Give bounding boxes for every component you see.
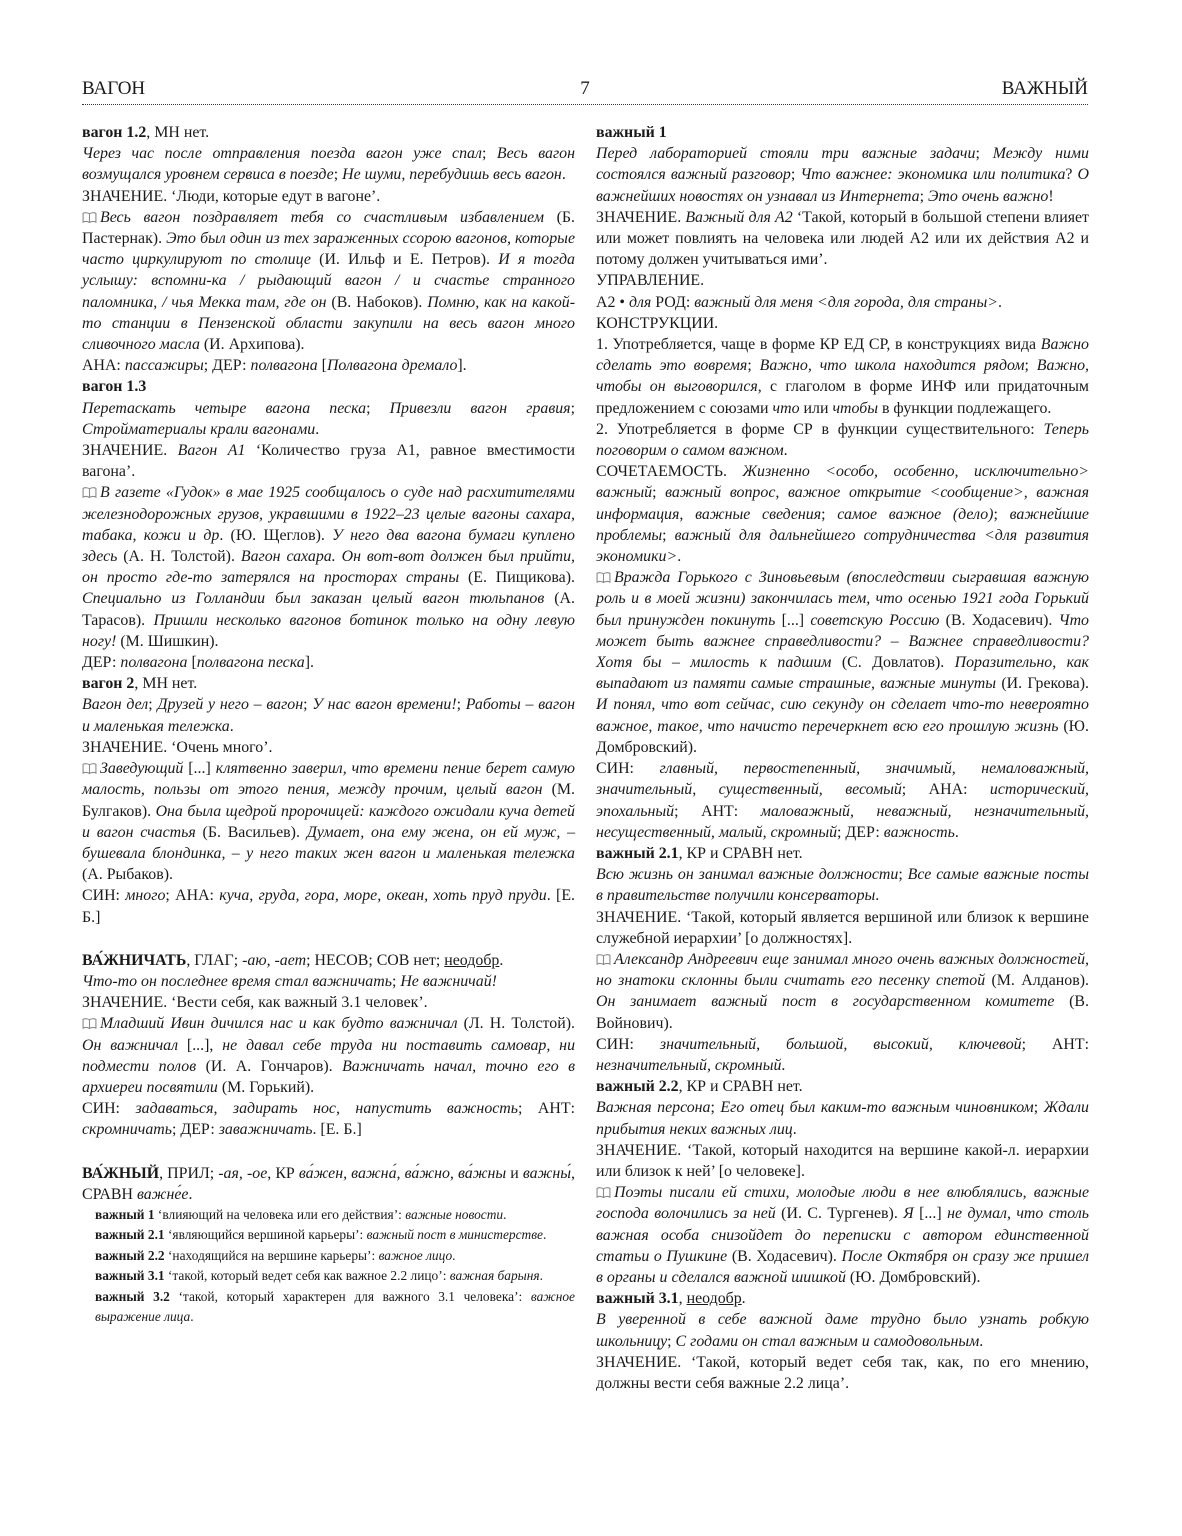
examples: Перетаскать четыре вагона песка; Привезли вагон гравия; Стройматериалы крали вагонами.: [82, 399, 575, 438]
sense-list: [82, 1205, 575, 1328]
sense-heading: важный 1: [596, 124, 667, 141]
sense-list-item: важный 3.2 ‘такой, который характерен для важного 3.1 человека’: важное выражение лица.: [95, 1288, 575, 1325]
open-book-icon: [82, 1018, 97, 1029]
relations: ДЕР: полвагона [полвагона песка].: [82, 654, 314, 672]
definition: ЗНАЧЕНИЕ. ‘Такой, который находится на вершине какой-л. иерархии или близок к ней’ [о человеке].: [596, 1141, 1089, 1180]
sense-heading: важный 2.2, КР и СРАВН нет.: [596, 1078, 803, 1096]
citations: Младший Ивин дичился нас и как будто важничал (Л. Н. Толстой). Он важничал [...], не давал себе труда ни поставить самовар, ни подмести полов (И. А. Гончаров). Важничать начал, точно его в архиереи посвятили (М. Горький).: [82, 1015, 576, 1096]
relations: СИН: задаваться, задирать нос, напустить важность; АНТ: скромничать; ДЕР: заважничать. [Е. Б.]: [82, 1100, 575, 1139]
definition: ЗНАЧЕНИЕ. ‘Люди, которые едут в вагоне’.: [82, 187, 381, 205]
examples: Важная персона; Его отец был каким-то важным чиновником; Ждали прибытия неких важных лиц.: [596, 1099, 1090, 1138]
sense-heading: важный 2.1, КР и СРАВН нет.: [596, 844, 803, 862]
construction-1: 1. Употребляется, чаще в форме КР ЕД СР, в конструкциях вида Важно сделать это вовремя; Важно, что школа находится рядом; Важно, чтобы он выговорился, с глаголом в форме ИНФ или придаточным предложением с союзами что или чтобы в функции подлежащего.: [596, 336, 1090, 417]
examples: Вагон дел; Друзей у него – вагон; У нас вагон времени!; Работы – вагон и маленькая тележка.: [82, 696, 575, 735]
open-book-icon: [82, 212, 97, 223]
open-book-icon: [596, 954, 611, 965]
definition: ЗНАЧЕНИЕ. ‘Очень много’.: [82, 738, 273, 756]
government-label: УПРАВЛЕНИЕ.: [596, 272, 705, 290]
page-number: 7: [580, 78, 590, 99]
definition: ЗНАЧЕНИЕ. ‘Такой, который ведет себя так, как, по его мнению, должны вести себя важные 2.2 лица’.: [596, 1353, 1089, 1392]
examples: В уверенной в себе важной даме трудно было узнать робкую школьницу; С годами он стал важным и самодовольным.: [596, 1311, 1089, 1350]
definition: ЗНАЧЕНИЕ. ‘Вести себя, как важный 3.1 человек’.: [82, 994, 428, 1012]
header-right-entry: ВАЖНЫЙ: [1001, 78, 1088, 99]
sense-heading: вагон 1.3: [82, 378, 147, 396]
citations: Поэты писали ей стихи, молодые люди в нее влюблялись, важные господа волочились за ней (И. С. Тургенев). Я [...] не думал, что столь важная особа снизойдет до переписки с автором единственной статьи о Пушкине (В. Ходасевич). После Октября он сразу же пришел в органы и сделался важной шишкой (Ю. Домбровский).: [596, 1184, 1090, 1286]
government: А2 • для РОД: важный для меня <для города, для страны>.: [596, 293, 1002, 311]
collocations: СОЧЕТАЕМОСТЬ. Жизненно <особо, особенно, исключительно> важный; важный вопрос, важное открытие <сообщение>, важная информация, важные сведения; самое важное (дело); важнейшие проблемы; важный для дальнейшего сотрудничества <для развития экономики>.: [596, 463, 1090, 566]
examples: Перед лабораторией стояли три важные задачи; Между ними состоялся важный разговор; Что важнее: экономика или политика? О важнейших новостях он узнавал из Интернета; Это очень важно!: [596, 145, 1090, 205]
constructions-label: КОНСТРУКЦИИ.: [596, 314, 719, 332]
sense-heading: вагон 2, МН нет.: [82, 675, 198, 693]
entry-heading-vazhnichat: ВА́ЖНИЧАТЬ, ГЛАГ; -аю, -ает; НЕСОВ; СОВ нет; неодобр.: [82, 951, 504, 969]
entry-heading-vazhnyj: ВА́ЖНЫЙ, ПРИЛ; -ая, -ое, КР ва́жен, важна́, ва́жно, ва́жны и важны́, СРАВН важне́е.: [82, 1164, 576, 1203]
open-book-icon: [82, 763, 97, 774]
sense-list-item: важный 2.1 ‘являющийся вершиной карьеры’: важный пост в министерстве.: [95, 1227, 547, 1243]
relations: АНА: пассажиры; ДЕР: полвагона [Полвагона дремало].: [82, 357, 467, 375]
relations: СИН: значительный, большой, высокий, ключевой; АНТ: незначительный, скромный.: [596, 1035, 1089, 1074]
right-column: [596, 122, 1089, 1394]
definition: ЗНАЧЕНИЕ. Важный для А2 ‘Такой, который в большой степени влияет или может повлиять на человека или людей А2 или их действия А2 и потому должен учитываться ими’.: [596, 208, 1090, 269]
citations: Заведующий [...] клятвенно заверил, что времени пение берет самую малость, пользы от этого пения, между прочим, целый вагон (М. Булгаков). Она была щедрой пророчицей: каждого ожидали куча детей и вагон счастья (Б. Васильев). Думает, она ему жена, он ей муж, – бушевала блондинка, – у него таких жен вагон и маленькая тележка (А. Рыбаков).: [82, 760, 576, 884]
sense-heading: важный 3.1, неодобр.: [596, 1290, 746, 1308]
construction-2: 2. Употребляется в форме СР в функции существительного: Теперь поговорим о самом важном.: [596, 420, 1089, 460]
examples: Через час после отправления поезда вагон уже спал; Весь вагон возмущался уровнем сервиса в поезде; Не шуми, перебудишь весь вагон.: [82, 145, 576, 184]
sense-heading: вагон 1.2, МН нет.: [82, 124, 210, 141]
citations: Александр Андреевич еще занимал много очень важных должностей, но знатоки склонны были считать его песенку спетой (М. Алданов). Он занимает важный пост в государственном комитете (В. Войнович).: [596, 950, 1089, 1032]
left-column: [82, 122, 575, 1328]
relations: СИН: главный, первостепенный, значимый, немаловажный, значительный, существенный, весомый; АНА: исторический, эпохальный; АНТ: маловажный, неважный, незначительный, несущественный, малый, скромный; ДЕР: важность.: [596, 760, 1089, 841]
open-book-icon: [596, 1187, 611, 1198]
open-book-icon: [596, 572, 611, 583]
sense-list-item: важный 2.2 ‘находящийся на вершине карьеры’: важное лицо.: [95, 1247, 456, 1263]
examples: Что-то он последнее время стал важничать; Не важничай!: [82, 972, 497, 990]
header-left-entry: ВАГОН: [82, 78, 146, 99]
citations: Весь вагон поздравляет тебя со счастливым избавлением (Б. Пастернак). Это был один из тех зараженных ссорою вагонов, которые часто циркулируют по столице (И. Ильф и Е. Петров). И я тогда услышу: вспомни-ка / рыдающий вагон / и счастье странного паломника, / чья Мекка там, где он (В. Набоков). Помню, как на какой-то станции в Пензенской области закупили на весь вагон много сливочного масла (И. Архипова).: [82, 208, 576, 354]
page-header: [82, 78, 1088, 105]
sense-list-item: важный 1 ‘влияющий на человека или его действия’: важные новости.: [95, 1206, 507, 1222]
relations: СИН: много; АНА: куча, груда, гора, море, океан, хоть пруд пруди. [Е. Б.]: [82, 887, 576, 926]
definition: ЗНАЧЕНИЕ. Вагон А1 ‘Количество груза А1, равное вместимости вагона’.: [82, 442, 575, 481]
citations: Вражда Горького с Зиновьевым (впоследствии сыгравшая важную роль и в моей жизни) закончилась тем, что осенью 1921 года Горький был принужден покинуть [...] советскую Россию (В. Ходасевич). Что может быть важнее справедливости? – Важнее справедливости? Хотя бы – милость к падшим (С. Довлатов). Поразительно, как выпадают из памяти самые страшные, важные минуты (И. Грекова). И понял, что вот сейчас, сию секунду он сделает что-то невероятно важное, такое, что начисто перечеркнет всю его прошлую жизнь (Ю. Домбровский).: [596, 569, 1089, 756]
definition: ЗНАЧЕНИЕ. ‘Такой, который является вершиной или близок к вершине служебной иерархии’ [о должностях].: [596, 908, 1089, 947]
citations: В газете «Гудок» в мае 1925 сообщалось о суде над расхитителями железнодорожных грузов, укравшими в 1922–23 целые вагоны сахара, табака, кожи и др. (Ю. Щеглов). У него два вагона бумаги куплено здесь (А. Н. Толстой). Вагон сахара. Он вот-вот должен был прийти, он просто где-то затерялся на просторах страны (Е. Пищикова). Специально из Голландии был заказан целый вагон тюльпанов (А. Тарасов). Пришли несколько вагонов ботинок только на одну левую ногу! (М. Шишкин).: [82, 484, 575, 650]
sense-list-item: важный 3.1 ‘такой, который ведет себя как важное 2.2 лицо’: важная барыня.: [95, 1268, 543, 1284]
open-book-icon: [82, 487, 97, 498]
examples: Всю жизнь он занимал важные должности; Все самые важные посты в правительстве получили консерваторы.: [596, 866, 1090, 905]
